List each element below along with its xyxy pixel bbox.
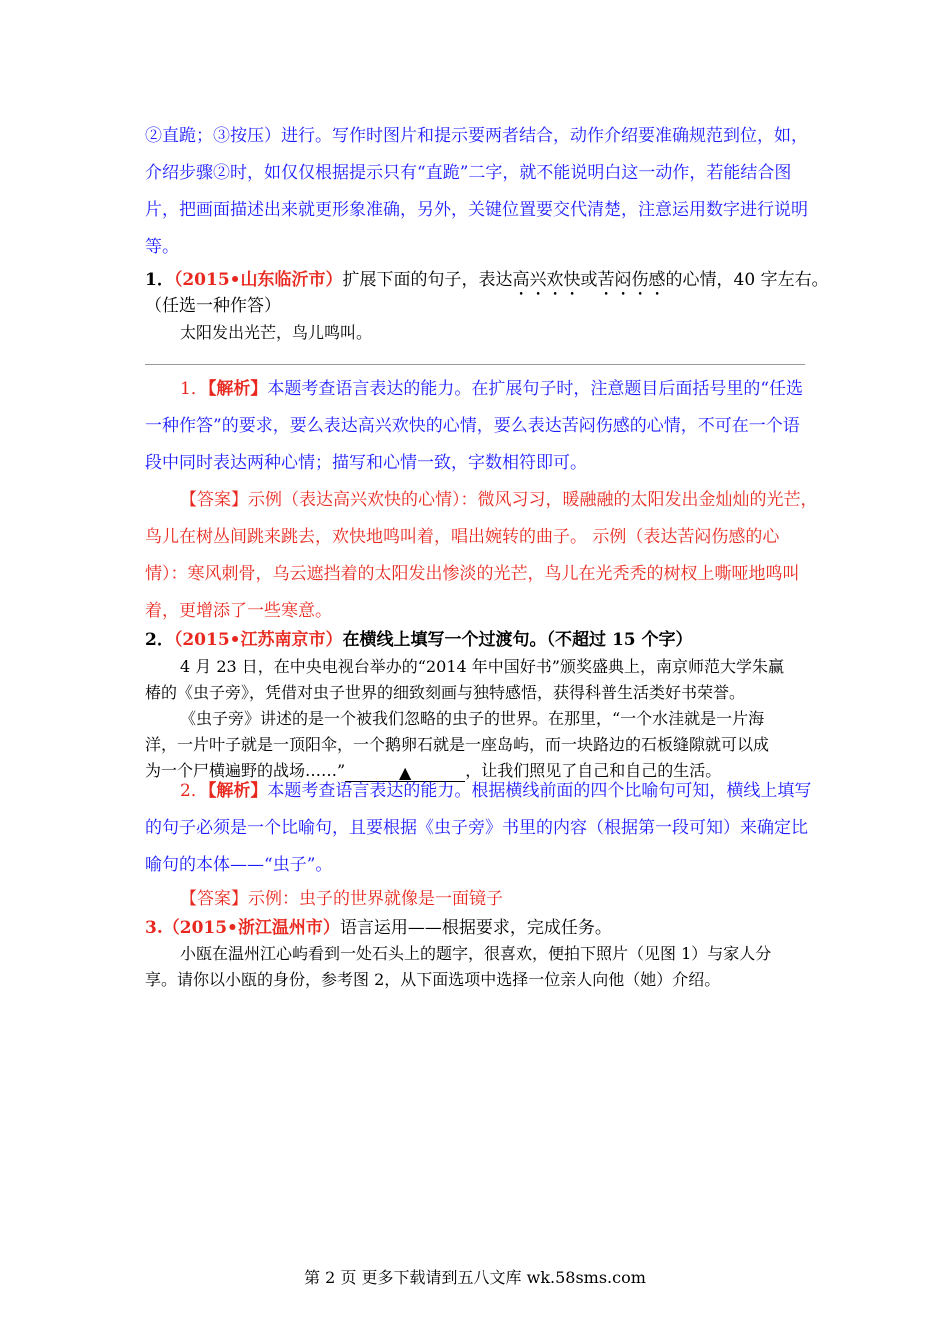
- q1-analysis-number: 1．: [180, 379, 208, 399]
- q2-answer-line: [180, 891, 503, 908]
- q1-emphasis-2: 苦闷伤感: [597, 270, 666, 290]
- q2-passage-line-4: 洋，一片叶子就是一顶阳伞，一个鹅卵石就是一座岛屿，而一块路边的石板缝隙就可以成: [145, 735, 770, 754]
- intro-line-2: 介绍步骤②时，如仅仅根据提示只有“直跪”二字，就不能说明白这一动作，若能结合图: [145, 163, 792, 183]
- q1-answer-tag: 【答案】: [180, 490, 248, 510]
- q1-answer-line-4: 着，更增添了一些寒意。: [145, 601, 332, 621]
- intro-line-3: 片，把画面描述出来就更形象准确，另外，关键位置要交代清楚，注意运用数字进行说明: [145, 200, 808, 220]
- q2-answer-tag: 【答案】: [180, 889, 248, 909]
- q2-analysis-line-2: 的句子必须是一个比喻句，且要根据《虫子旁》书里的内容（根据第一段可知）来确定比: [145, 818, 808, 838]
- q2-analysis-line-3: 喻句的本体——“虫子”。: [145, 855, 333, 875]
- q1-answer-text-1: 示例（表达高兴欢快的心情）：微风习习，暖融融的太阳发出金灿灿的光芒，: [248, 490, 818, 510]
- q1-prompt-or: 或: [580, 270, 598, 290]
- q2-prompt: 在横线上填写一个过渡句。（不超过 15 个字）: [342, 630, 693, 650]
- divider-rule: [145, 364, 805, 365]
- q1-sentence: 太阳发出光芒，鸟儿鸣叫。: [180, 323, 373, 342]
- q1-answer-line-1: [180, 492, 818, 509]
- q2-answer-text: 示例：虫子的世界就像是一面镜子: [248, 889, 503, 909]
- q2-passage-line-2: 椿的《虫子旁》，凭借对虫子世界的细致刻画与独特感悟，获得科普生活类好书荣誉。: [145, 683, 746, 702]
- q1-prompt-b: 的心情，40 字左右。: [665, 270, 829, 290]
- q2-source: （2015•江苏南京市）: [173, 630, 343, 650]
- q3-passage-line-1: 小瓯在温州江心屿看到一处石头上的题字，很喜欢，便拍下照片（见图 1）与家人分: [180, 944, 772, 963]
- q2-analysis-number: 2．: [180, 781, 208, 801]
- q2-passage-last-b: ，让我们照见了自己和自己的生活。: [465, 761, 722, 780]
- q2-passage-line-3: 《虫子旁》讲述的是一个被我们忽略的虫子的世界。在那里，“一个水洼就是一片海: [180, 709, 765, 728]
- q1-emphasis-1: 高兴欢快: [512, 270, 581, 290]
- triangle-marker-icon: ▲: [399, 763, 412, 782]
- q1-number: 1．: [145, 270, 174, 290]
- q1-answer-line-3: 情）：寒风刺骨，乌云遮挡着的太阳发出惨淡的光芒，鸟儿在光秃秃的树杈上嘶哑地鸣叫: [145, 564, 800, 584]
- q2-passage-line-5: [145, 763, 721, 780]
- q3-label: 3.（2015•浙江温州市）: [145, 918, 340, 938]
- q1-analysis-line-3: 段中同时表达两种心情；描写和心情一致，字数相符即可。: [145, 453, 587, 473]
- q2-passage-last-a: 为一个尸横遍野的战场……”: [145, 761, 346, 780]
- intro-line-4: 等。: [145, 237, 179, 257]
- q1-analysis-text-1: 本题考查语言表达的能力。在扩展句子时，注意题目后面括号里的“任选: [267, 379, 804, 399]
- q1-source: （2015•山东临沂市）: [173, 270, 343, 290]
- q2-analysis-line-1: [180, 783, 811, 800]
- intro-line-1: ②直跪；③按压）进行。写作时图片和提示要两者结合，动作介绍要准确规范到位，如，: [145, 126, 808, 146]
- q1-answer-line-2: 鸟儿在树丛间跳来跳去，欢快地鸣叫着，唱出婉转的曲子。 示例（表达苦闷伤感的心: [145, 527, 780, 547]
- q1-analysis-line-2: 一种作答”的要求，要么表达高兴欢快的心情，要么表达苦闷伤感的心情，不可在一个语: [145, 416, 800, 436]
- q1-analysis-line-1: [180, 381, 803, 398]
- q3-passage-line-2: 享。请你以小瓯的身份，参考图 2，从下面选项中选择一位亲人向他（她）介绍。: [145, 970, 721, 989]
- q2-prompt-line: [145, 632, 693, 649]
- q3-prompt: 语言运用——根据要求，完成任务。: [339, 918, 612, 938]
- q3-prompt-line: [145, 920, 612, 937]
- page-footer: 第 2 页 更多下载请到五八文库 wk.58sms.com: [304, 1268, 646, 1287]
- q2-analysis-tag: 【解析】: [207, 781, 268, 801]
- q2-number: 2．: [145, 630, 174, 650]
- q2-fill-blank[interactable]: [345, 765, 465, 782]
- q2-analysis-text-1: 本题考查语言表达的能力。根据横线前面的四个比喻句可知，横线上填写: [267, 781, 812, 801]
- q1-line-2: （任选一种作答）: [145, 296, 281, 316]
- q2-passage-line-1: 4 月 23 日，在中央电视台举办的“2014 年中国好书”颁奖盛典上，南京师范大学朱赢: [180, 657, 784, 676]
- q1-analysis-tag: 【解析】: [207, 379, 268, 399]
- q1-prompt-a: 扩展下面的句子，表达: [342, 270, 513, 290]
